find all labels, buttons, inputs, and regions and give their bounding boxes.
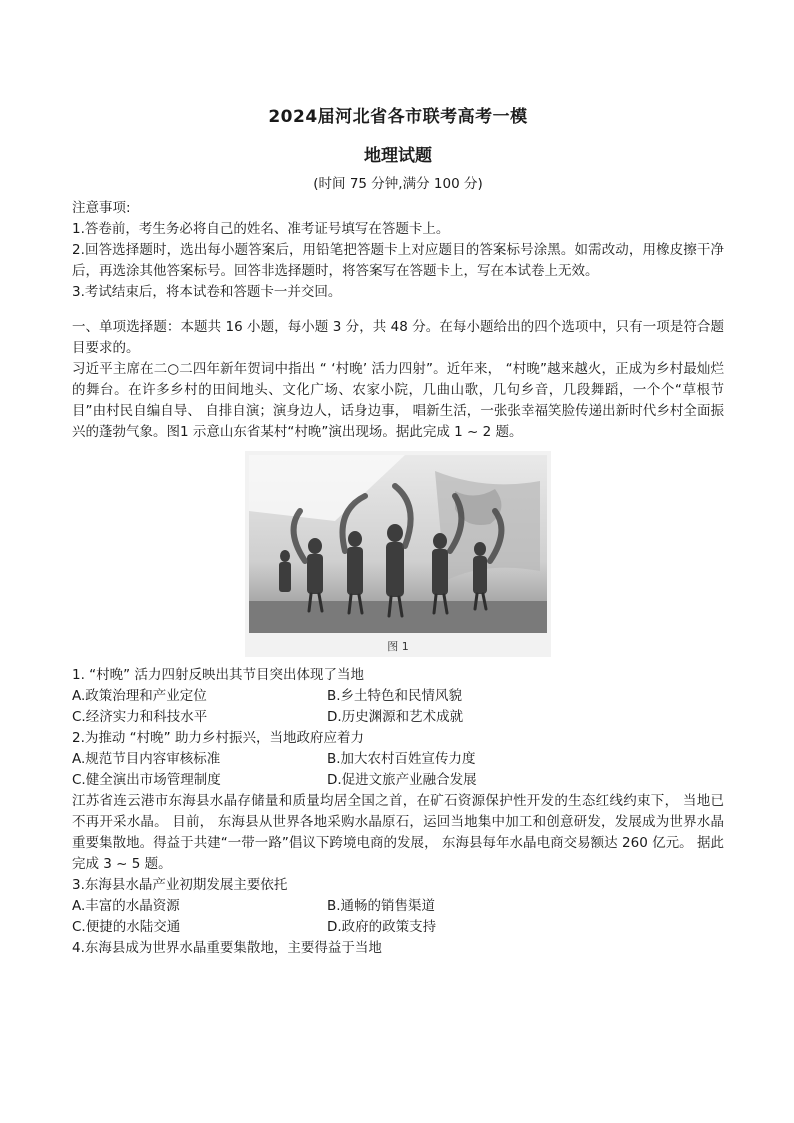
q3-option-b: B.通畅的销售渠道 [327, 898, 436, 914]
q1-option-a: A.政策治理和产业定位 [72, 688, 207, 704]
passage-2: 江苏省连云港市东海县水晶存储量和质量均居全国之首，在矿石资源保护性开发的生态红线约束下， 当地已不再开采水晶。 目前， 东海县从世界各地采购水晶原石，运回当地集中加工和创意研发，发展成为世界水晶重要集散地。得益于共建“一带一路”倡议下跨境电商的发展， 东海县每年水晶电商交易额达 260 亿元。 据此完成 3 ~ 5 题。 [72, 793, 724, 872]
exam-meta: (时间 75 分钟,满分 100 分) [313, 176, 483, 192]
passage-1: 习近平主席在二○二四年新年贺词中指出 “ ‘村晚’ 活力四射”。近年来， “村晚”越来越火，正成为乡村最灿烂的舞台。在许多乡村的田间地头、文化广场、农家小院，几曲山歌，几句乡音，几段舞蹈，一个个“草根节目”由村民自编自导、 自排自演；演身边人，话身边事， 唱新生活，一张张幸福笑脸传递出新时代乡村全面振兴的蓬勃气象。图1 示意山东省某村“村晚”演出现场。据此完成 1 ~ 2 题。 [72, 361, 724, 440]
notice-item-2: 2.回答选择题时，选出每小题答案后，用铅笔把答题卡上对应题目的答案标号涂黑。如需改动，用橡皮擦干净后，再选涂其他答案标号。回答非选择题时，将答案写在答题卡上，写在本试卷上无效。 [72, 242, 724, 279]
q1-options-row1 [72, 686, 724, 707]
q2-stem: 2.为推动 “村晚” 助力乡村振兴，当地政府应着力 [72, 730, 364, 746]
q2-option-b: B.加大农村百姓宣传力度 [327, 751, 476, 767]
figure-caption: 图 1 [387, 640, 409, 653]
exam-title: 2024届河北省各市联考高考一模 [268, 107, 528, 127]
q1-option-d: D.历史渊源和艺术成就 [327, 709, 464, 725]
notice-heading: 注意事项: [72, 200, 131, 216]
q2-options-row1 [72, 749, 724, 770]
q3-option-a: A.丰富的水晶资源 [72, 898, 180, 914]
q1-stem: 1. “村晚” 活力四射反映出其节目突出体现了当地 [72, 667, 364, 683]
q4-stem: 4.东海县成为世界水晶重要集散地，主要得益于当地 [72, 940, 382, 956]
q3-stem: 3.东海县水晶产业初期发展主要依托 [72, 877, 288, 893]
q2-option-d: D.促进文旅产业融合发展 [327, 772, 477, 788]
subject-title: 地理试题 [364, 146, 432, 166]
village-gala-photo [245, 451, 551, 657]
q2-options-row2 [72, 770, 724, 791]
q3-options-row2 [72, 917, 724, 938]
q1-option-c: C.经济实力和科技水平 [72, 709, 208, 725]
q1-options-row2 [72, 707, 724, 728]
q3-option-d: D.政府的政策支持 [327, 919, 437, 935]
q1-option-b: B.乡土特色和民情风貌 [327, 688, 463, 704]
figure-1-photo [245, 451, 551, 657]
q2-option-c: C.健全演出市场管理制度 [72, 772, 221, 788]
q3-option-c: C.便捷的水陆交通 [72, 919, 181, 935]
notice-item-3: 3.考试结束后，将本试卷和答题卡一并交回。 [72, 284, 342, 300]
q3-options-row1 [72, 896, 724, 917]
section-heading: 一、单项选择题：本题共 16 小题，每小题 3 分，共 48 分。在每小题给出的四个选项中，只有一项是符合题目要求的。 [72, 319, 724, 356]
exam-page [72, 102, 724, 959]
notice-item-1: 1.答卷前，考生务必将自己的姓名、准考证号填写在答题卡上。 [72, 221, 450, 237]
q2-option-a: A.规范节目内容审核标准 [72, 751, 221, 767]
